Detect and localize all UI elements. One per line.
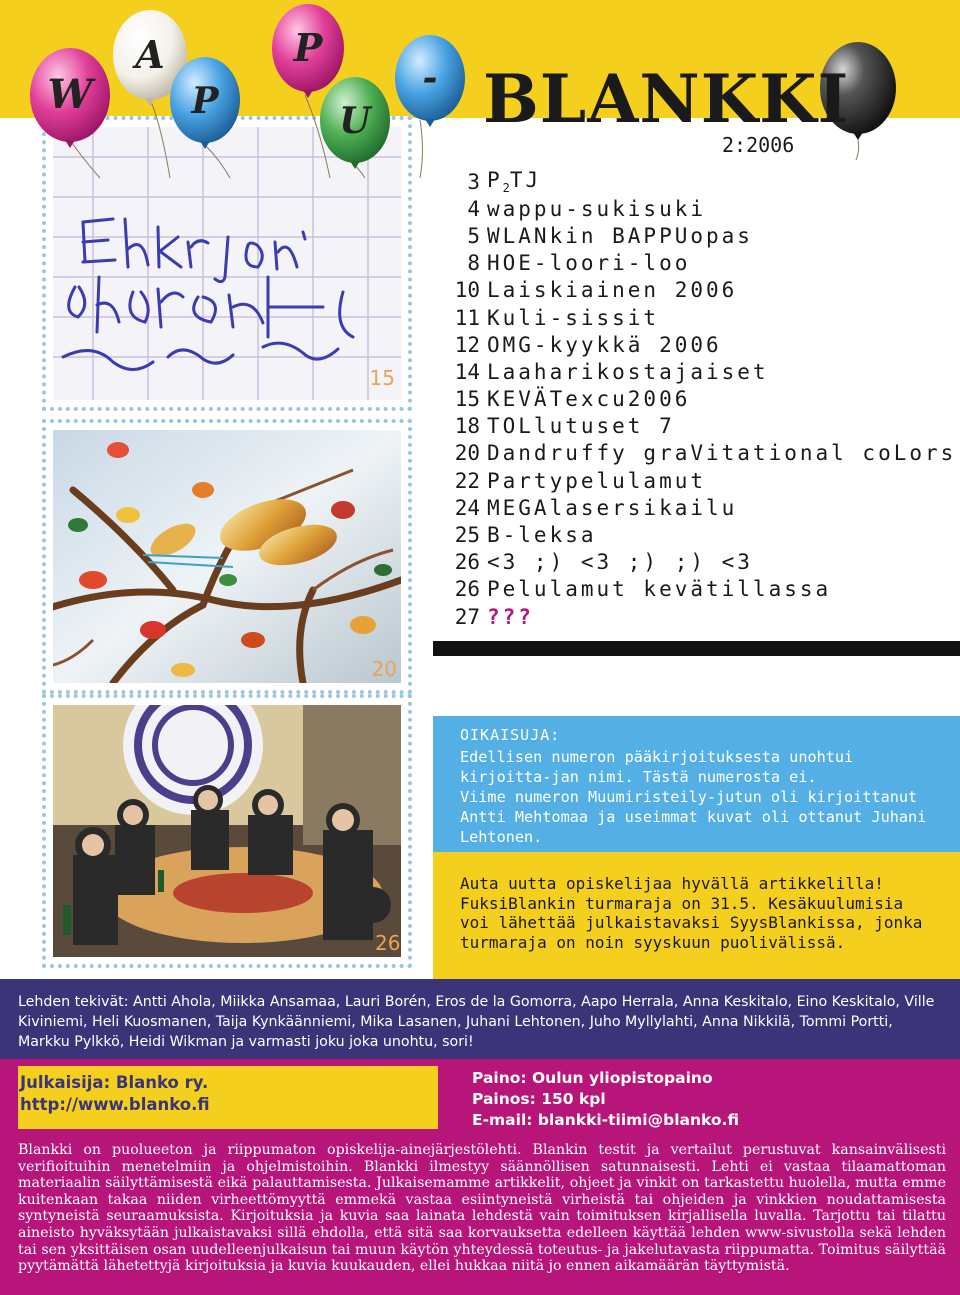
call-line-2: FuksiBlankin turmaraja on 31.5. Kesäkuulumisia bbox=[460, 893, 904, 913]
toc-title: MEGAlasersikailu bbox=[487, 495, 738, 520]
print-run: Painos: 150 kpl bbox=[472, 1090, 606, 1108]
toc-page: 18 bbox=[454, 414, 480, 439]
page-tag-26: 26 bbox=[375, 931, 401, 955]
svg-text:P: P bbox=[293, 25, 323, 70]
toc-title: Laiskiainen 2006 bbox=[487, 278, 738, 303]
balloon-w-icon bbox=[30, 48, 110, 148]
toc-item[interactable] bbox=[436, 440, 956, 467]
toc-item[interactable] bbox=[436, 304, 956, 331]
toc-item[interactable] bbox=[436, 521, 956, 548]
toc-title: OMG-kyykkä 2006 bbox=[487, 332, 722, 357]
toc-divider-bar bbox=[433, 641, 960, 656]
balloon-dash-icon bbox=[395, 35, 465, 127]
toc-title: wappu-sukisuki bbox=[487, 196, 707, 221]
toc-item[interactable] bbox=[436, 549, 956, 576]
toc-page: 5 bbox=[467, 223, 480, 248]
email-link[interactable]: E-mail: blankki-tiimi@blanko.fi bbox=[472, 1111, 739, 1129]
toc-title: Pelulamut kevätillassa bbox=[487, 577, 832, 602]
toc-page: 24 bbox=[454, 495, 480, 520]
toc-page: 22 bbox=[454, 468, 480, 493]
svg-text:P: P bbox=[191, 80, 219, 122]
toc-page: 20 bbox=[454, 441, 480, 466]
toc-page: 12 bbox=[454, 332, 480, 357]
toc-page: 8 bbox=[467, 251, 480, 276]
legal-disclaimer: Blankki on puolueeton ja riippumaton opiskelija-ainejärjestölehti. Blankin testit ja vertailut perustuvat kansainvälisesti verifioituihin menetelmiin ja ohjelmistoihin. Blankki ilmestyy säännöllisen satunnaisesti. Lehti ei vastaa tilaamattoman materiaalin säilyttämisestä eikä palauttamisesta. Julkaisemamme artikkelit, ohjeet ja vinkit on tarkastettu huolella, mutta emme kuitenkaan takaa niiden virheettömyyttä emmekä vastaa esiintyneistä virheistä tai ohjeiden ja vinkkien noudattamisesta syntyneistä seuraamuksista. Kirjoituksia ja kuvia saa lainata lehdestä vain toimituksen kirjallisella luvalla. Tarjottu tai tilattu aineisto hyväksytään julkaistavaksi sillä ehdolla, että sitä saa korvauksetta edelleen käyttää lehden www-sivustolla sekä lehden tai sen yksittäisen osan uudelleenjulkaisun tai muun käytön yhteydessä toteutus- ja jakelutavasta riippumatta. Toimitus säilyttää pyytämättä lähetettyjä kirjoituksia ja kuvia kuukauden, ellei hukkaa niitä jo ennen aikamäärän täyttymistä. bbox=[18, 1142, 946, 1275]
publisher-name: Julkaisija: Blanko ry. bbox=[20, 1073, 209, 1092]
toc-item[interactable] bbox=[436, 168, 956, 195]
balloon-p1-icon bbox=[170, 57, 240, 149]
magazine-title: BLANKKI bbox=[483, 60, 850, 138]
call-line-3: voi lähettää julkaistavaksi SyysBlankissa, jonka bbox=[460, 913, 923, 932]
art-image bbox=[53, 430, 401, 683]
photo-gravitational-art bbox=[42, 419, 412, 694]
toc-title: TOLlutuset 7 bbox=[487, 414, 675, 439]
toc-title: HOE-loori-loo bbox=[487, 251, 691, 276]
photo-game-night bbox=[42, 694, 412, 968]
call-line-4: turmaraja on noin syyskuun puolivälissä. bbox=[460, 932, 846, 952]
balloon-letter: W bbox=[47, 71, 93, 118]
toc-page: 4 bbox=[467, 196, 480, 221]
toc-item[interactable] bbox=[436, 331, 956, 358]
toc-item[interactable] bbox=[436, 386, 956, 413]
call-for-articles bbox=[460, 874, 940, 952]
toc-page: 26 bbox=[454, 577, 480, 602]
call-line-1: Auta uutta opiskelijaa hyvällä artikkelilla! bbox=[460, 874, 884, 893]
toc-title: $P_2TJ$ bbox=[487, 168, 542, 196]
toc-item[interactable] bbox=[436, 358, 956, 385]
wappu-balloons bbox=[20, 0, 490, 180]
toc-item[interactable] bbox=[436, 467, 956, 494]
table-of-contents bbox=[436, 168, 956, 630]
toc-title: WLANkin BAPPUopas bbox=[487, 223, 753, 248]
toc-page: 25 bbox=[454, 523, 480, 548]
toc-title: B-leksa bbox=[487, 523, 597, 548]
toc-item[interactable] bbox=[436, 277, 956, 304]
toc-item[interactable] bbox=[436, 195, 956, 222]
toc-item[interactable] bbox=[436, 413, 956, 440]
game-night-image bbox=[53, 705, 401, 957]
balloon-u-icon bbox=[320, 77, 390, 169]
correction-text-1: Edellisen numeron pääkirjoituksesta unohtui kirjoitta-jan nimi. Tästä numerosta ei. bbox=[460, 748, 854, 786]
game-night-photo bbox=[53, 705, 401, 957]
toc-title: <3 ;) <3 ;) ;) <3 bbox=[487, 550, 753, 575]
toc-item[interactable] bbox=[436, 494, 956, 521]
toc-title: Partypelulamut bbox=[487, 468, 707, 493]
toc-title: Laaharikostajaiset bbox=[487, 359, 769, 384]
toc-title: Kuli-sissit bbox=[487, 305, 660, 330]
correction-text-2: Viime numeron Muumiristeily-jutun oli kirjoittanut Antti Mehtomaa ja useimmat kuvat oli ottanut Juhani Lehtonen. bbox=[460, 788, 927, 846]
toc-item[interactable] bbox=[436, 576, 956, 603]
toc-page: 11 bbox=[454, 305, 480, 330]
toc-item[interactable] bbox=[436, 603, 956, 630]
toc-title-mystery: ??? bbox=[487, 604, 534, 629]
page-tag-20: 20 bbox=[371, 657, 397, 681]
art-illustration bbox=[53, 430, 401, 683]
corrections-heading: OIKAISUJA: bbox=[460, 726, 561, 744]
page-tag-15: 15 bbox=[369, 366, 395, 390]
toc-page: 27 bbox=[454, 604, 480, 629]
svg-text:-: - bbox=[422, 57, 438, 99]
toc-title: KEVÄTexcu2006 bbox=[487, 387, 691, 412]
printer-name: Paino: Oulun yliopistopaino bbox=[472, 1069, 713, 1087]
toc-page: 14 bbox=[454, 359, 480, 384]
toc-page: 10 bbox=[454, 278, 480, 303]
toc-item[interactable] bbox=[436, 250, 956, 277]
toc-title: Dandruffy graVitational coLors bbox=[487, 441, 957, 466]
toc-page: 15 bbox=[454, 387, 480, 412]
issue-number: 2:2006 bbox=[722, 133, 795, 157]
toc-page: 3 bbox=[467, 169, 480, 194]
svg-text:A: A bbox=[135, 32, 165, 77]
toc-item[interactable] bbox=[436, 222, 956, 249]
credits-text: Lehden tekivät: Antti Ahola, Miikka Ansamaa, Lauri Borén, Eros de la Gomorra, Aapo Herrala, Anna Keskitalo, Eino Keskitalo, Ville Kiviniemi, Heli Kuosmanen, Taija Kynkäänniemi, Mika Lasanen, Juhani Lehtonen, Juho Myllylahti, Anna Nikkilä, Tommi Portti, Markku Pylkkö, Heidi Wikman ja varmasti joku joka unohtu, sori! bbox=[18, 994, 935, 1050]
publisher-url-link[interactable]: http://www.blanko.fi bbox=[20, 1095, 210, 1114]
balloon-p2-icon bbox=[272, 4, 344, 98]
toc-page: 26 bbox=[454, 550, 480, 575]
svg-text:U: U bbox=[339, 100, 371, 142]
